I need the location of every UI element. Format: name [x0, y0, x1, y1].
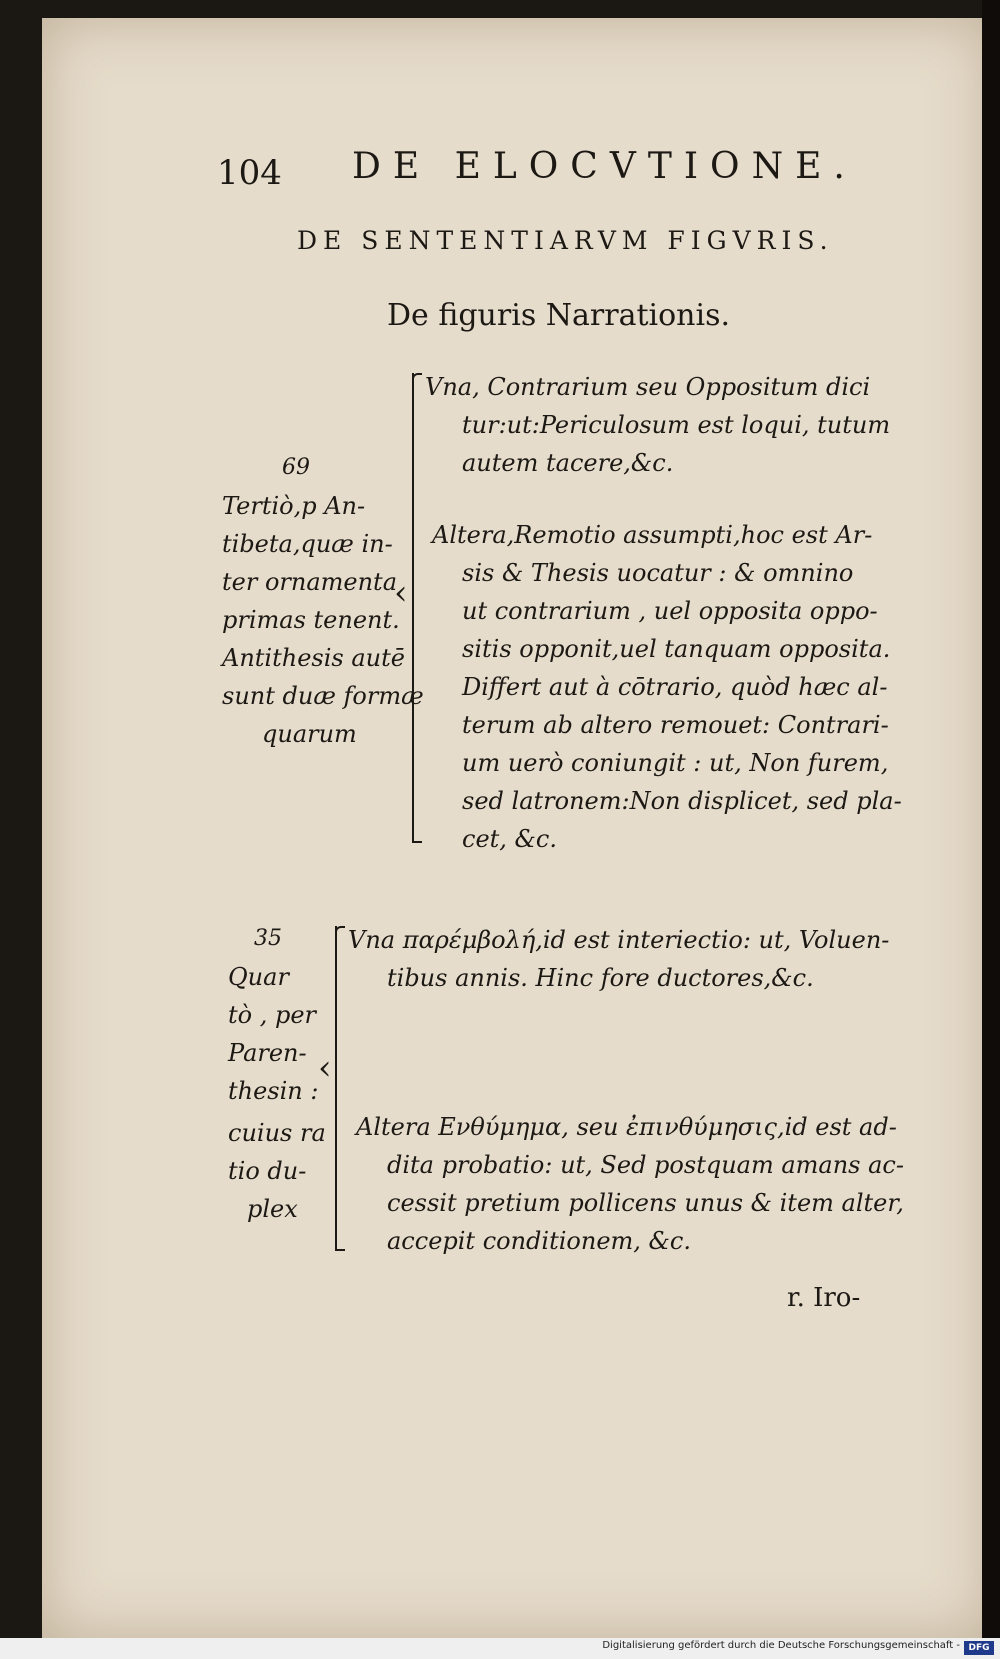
margin-note-line: Paren- [228, 1039, 307, 1067]
margin-note-line: tio du- [228, 1157, 307, 1185]
margin-note-line: plex [247, 1195, 298, 1223]
brace-tip: ‹ [394, 573, 408, 613]
body-line: Altera,Remotio assumpti,hoc est Ar- [432, 521, 873, 549]
body-line: Differt aut à cōtrario, quòd hæc al- [462, 673, 888, 701]
running-head: DE ELOCVTIONE. [352, 146, 857, 187]
margin-note-line: quarum [262, 720, 357, 748]
margin-number: 35 [254, 926, 282, 951]
book-page [42, 18, 990, 1638]
margin-number: 69 [282, 455, 310, 480]
margin-note-line: primas tenent. [222, 606, 400, 634]
body-line: sed latronem:Non displicet, sed pla- [462, 787, 902, 815]
body-line: ut contrarium , uel opposita oppo- [462, 597, 878, 625]
section-title: DE SENTENTIARVM FIGVRIS. [297, 226, 834, 255]
brace-tip: ‹ [318, 1048, 332, 1088]
page-number: 104 [217, 153, 282, 193]
body-line: sitis opponit,uel tanquam opposita. [462, 635, 891, 663]
margin-note-line: Tertiò,p An- [222, 492, 366, 520]
margin-note-line: thesin : [228, 1077, 319, 1105]
body-line: um uerò coniungit : ut, Non furem, [462, 749, 889, 777]
body-line: accepit conditionem, &c. [387, 1227, 691, 1255]
body-line: cessit pretium pollicens unus & item alter, [387, 1189, 904, 1217]
margin-note-line: cuius ra [228, 1119, 326, 1147]
footer-bar [0, 1638, 1000, 1659]
body-line: tur:ut:Periculosum est loqui, tutum [462, 411, 891, 439]
body-line: cet, &c. [462, 825, 557, 853]
margin-note-line: ter ornamenta [222, 568, 398, 596]
dfg-logo-icon: DFG [964, 1641, 994, 1655]
body-line: dita probatio: ut, Sed postquam amans ac- [387, 1151, 904, 1179]
catchword: r. Iro- [787, 1283, 861, 1313]
body-line: terum ab altero remouet: Contrari- [462, 711, 889, 739]
brace [335, 926, 337, 1251]
book-edge [982, 0, 1000, 1659]
body-line: tibus annis. Hinc fore ductores,&c. [387, 964, 814, 992]
margin-note-line: Antithesis autē [222, 644, 405, 672]
body-line: Vna παρέμβολή,id est interiectio: ut, Voluen- [348, 926, 890, 954]
subsection-title: De figuris Narrationis. [387, 298, 731, 333]
body-line: Altera Ενθύμημα, seu ἐπινθύμησις,id est ad- [356, 1113, 897, 1141]
footer-text: Digitalisierung gefördert durch die Deutsche Forschungsgemeinschaft - [602, 1640, 960, 1651]
margin-note-line: sunt duæ formæ [222, 682, 424, 710]
body-line: sis & Thesis uocatur : & omnino [462, 559, 854, 587]
body-line: Vna, Contrarium seu Oppositum dici [425, 373, 871, 401]
body-line: autem tacere,&c. [462, 449, 674, 477]
brace [412, 373, 414, 843]
margin-note-line: Quar [228, 963, 289, 991]
margin-note-line: tò , per [228, 1001, 317, 1029]
margin-note-line: tibeta,quæ in- [222, 530, 393, 558]
